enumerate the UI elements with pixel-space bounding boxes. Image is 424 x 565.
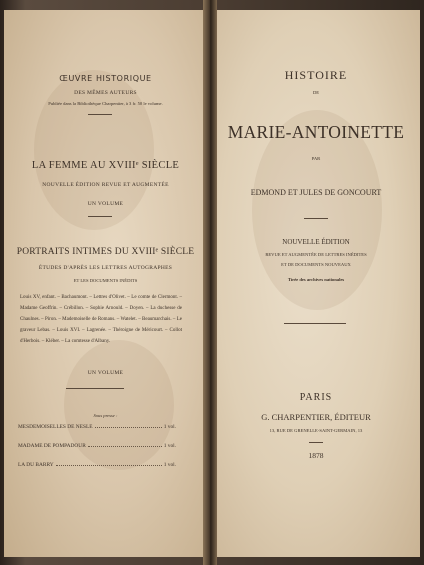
press-item-count: 1 vol.: [163, 424, 176, 430]
press-item-title: MESDEMOISELLES DE NESLE: [18, 424, 93, 430]
press-item-title: MADAME DE POMPADOUR: [18, 443, 86, 449]
divider: [88, 114, 112, 115]
book2-contents: Louis XV, enfant. – Bachaumont. – Lettres d'Olivet. – Le comte de Clermont. – Madame Geoffrin. – Crébillon. – Sophie Arnould. – Doyen. – La duchesse de Chaulnes. – Piron. – Mademoiselle de Romans. – Watelet. – Beaumarchais. – Le graveur Lebas. – Louis XVI. – Lagrenée. – Théroigne de Méricourt. – Collot d'Herbois. – Kléber. – La comtesse d'Albany.: [20, 295, 182, 344]
publisher-address: 13, RUE DE GRENELLE-SAINT-GERMAIN, 13: [269, 428, 363, 433]
edition-note2: ET DE DOCUMENTS NOUVEAUX: [281, 262, 351, 267]
left-page: [4, 10, 207, 557]
book1-volume: UN VOLUME: [87, 201, 124, 207]
city: PARIS: [299, 392, 333, 403]
series-title: ŒUVRE HISTORIQUE: [59, 74, 152, 83]
book2-volume: UN VOLUME: [87, 370, 124, 376]
year: 1878: [308, 451, 324, 460]
press-item-count: 1 vol.: [163, 462, 176, 468]
press-item-title: LA DU BARRY: [18, 462, 54, 468]
edition-note1: REVUE ET AUGMENTÉE DE LETTRES INÉDITES: [265, 252, 367, 257]
press-item: [18, 462, 176, 468]
press-label: Sous presse :: [93, 413, 118, 418]
press-item-count: 1 vol.: [163, 443, 176, 449]
par-label: PAR: [311, 156, 321, 161]
edition: NOUVELLE ÉDITION: [282, 238, 350, 246]
book-title-line1: HISTOIRE: [284, 68, 348, 82]
divider: [309, 442, 323, 443]
series-authors: DES MÊMES AUTEURS: [74, 90, 137, 96]
book2-title: PORTRAITS INTIMES DU XVIIIᵉ SIÈCLE: [16, 247, 195, 257]
book1-edition: NOUVELLE ÉDITION REVUE ET AUGMENTÉE: [42, 182, 169, 188]
divider: [304, 218, 328, 219]
publisher: G. CHARPENTIER, ÉDITEUR: [261, 412, 371, 422]
divider: [284, 323, 346, 324]
authors: EDMOND ET JULES DE GONCOURT: [250, 188, 382, 197]
divider: [88, 216, 112, 217]
book2-subtitle2: ET LES DOCUMENTS INÉDITS: [73, 278, 138, 283]
press-item: [18, 424, 176, 430]
right-page: [212, 10, 420, 557]
paper-stain: [64, 340, 174, 470]
press-item: [18, 443, 176, 449]
book1-title: LA FEMME AU XVIIIᵉ SIÈCLE: [31, 160, 180, 171]
book-gutter: [203, 0, 217, 565]
archives-note: Tirée des archives nationales: [287, 277, 345, 282]
book-title-line2: MARIE-ANTOINETTE: [227, 122, 405, 142]
book2-subtitle: ÉTUDES D'APRÈS LES LETTRES AUTOGRAPHES: [38, 265, 173, 271]
book-title-de: DE: [312, 90, 320, 95]
divider: [66, 388, 124, 389]
series-note: Publiée dans la Bibliothèque Charpentier, à 3 fr. 50 le volume.: [48, 101, 163, 106]
